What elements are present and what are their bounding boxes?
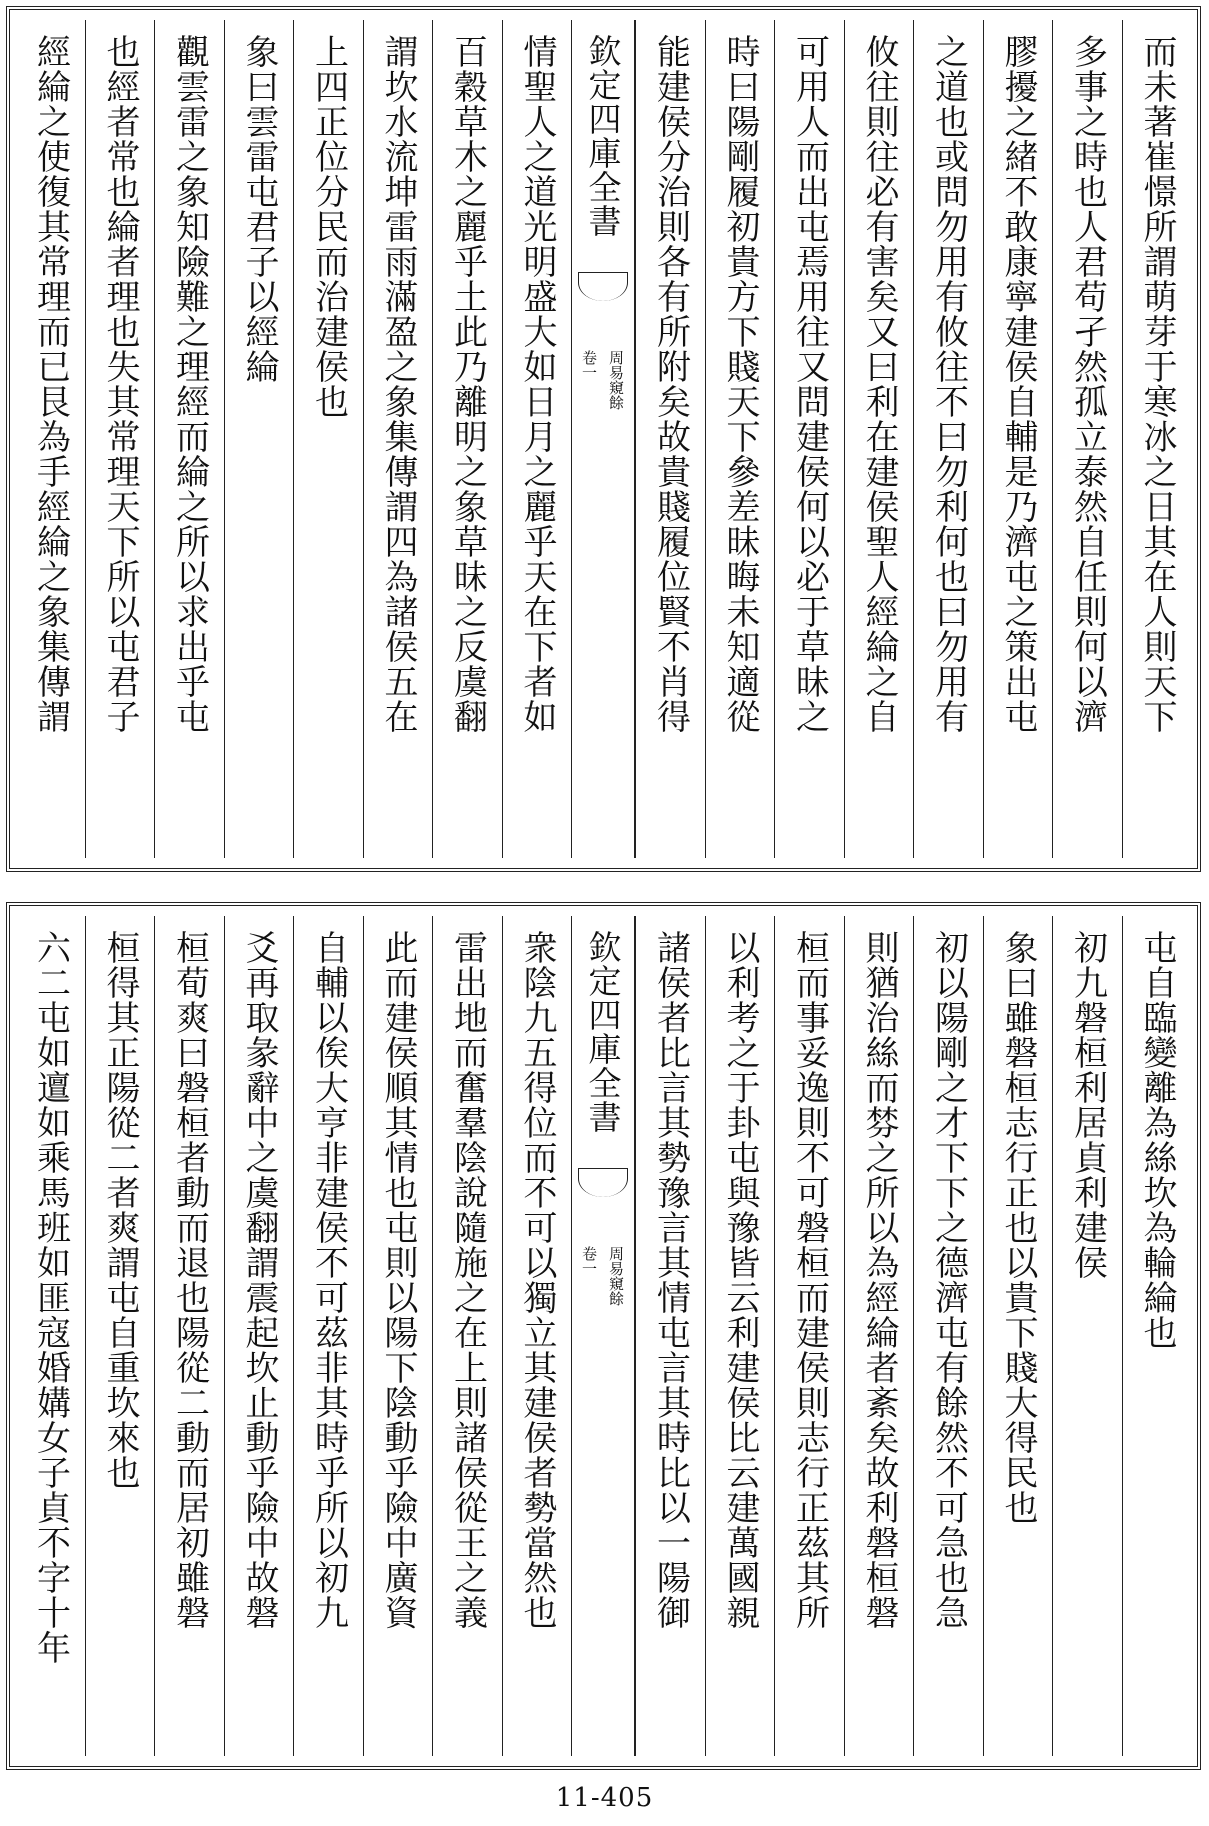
text-column: [224, 916, 294, 1756]
banner-title: 欽定四庫全書: [583, 34, 623, 238]
text-column: [293, 916, 363, 1756]
column-text: 膠擾之緒不敢康寧建侯自輔是乃濟屯之策出屯: [998, 34, 1038, 734]
text-column: [635, 916, 705, 1756]
column-text: 可用人而出屯焉用往又問建侯何以必于草昧之: [789, 34, 830, 734]
column-text: 爻再取彖辭中之虞翻謂震起坎止動乎險中故磐: [239, 930, 279, 1630]
column-text: 象曰雲雷屯君子以經綸: [239, 34, 279, 384]
column-text: 之道也或問勿用有攸往不曰勿利何也曰勿用有: [928, 34, 969, 734]
text-column: [983, 20, 1053, 858]
column-text: 而未著崔憬所謂萌芽于寒冰之日其在人則天下: [1137, 34, 1177, 734]
text-column: [705, 20, 775, 858]
book-title: 周易窺餘: [607, 1246, 625, 1306]
text-column: [1122, 20, 1192, 858]
text-column: [432, 20, 502, 858]
column-text: 象曰雖磐桓志行正也以貴下賤大得民也: [998, 930, 1038, 1525]
text-column: [1052, 916, 1122, 1756]
column-text: 屯自臨變離為絲坎為輪綸也: [1137, 930, 1177, 1350]
column-text: 自輔以俟大亨非建侯不可茲非其時乎所以初九: [308, 930, 349, 1630]
banner-subtitle: [572, 1246, 634, 1306]
column-text: 桓得其正陽從二者爽謂屯自重坎來也: [100, 930, 140, 1490]
column-text: 能建侯分治則各有所附矣故貴賤履位賢不肖得: [650, 34, 691, 734]
column-text: 情聖人之道光明盛大如日月之麗乎天在下者如: [517, 34, 557, 734]
text-column: [774, 20, 844, 858]
text-column: [154, 20, 224, 858]
text-column: [85, 916, 155, 1756]
column-text: 以利考之于卦屯與豫皆云利建侯比云建萬國親: [720, 930, 760, 1630]
text-column: [85, 20, 155, 858]
column-text: 則猶治絲而棼之所以為經綸者紊矣故利磐桓磐: [859, 930, 899, 1630]
text-column: [16, 20, 85, 858]
text-column: [913, 20, 983, 858]
column-text: 觀雲雷之象知險難之理經而綸之所以求出乎屯: [169, 34, 210, 734]
page-number: 11-405: [555, 1783, 654, 1813]
column-text: 初以陽剛之才下下之德濟屯有餘然不可急也急: [928, 930, 969, 1630]
column-text: 攸往則往必有害矣又曰利在建侯聖人經綸之自: [859, 34, 899, 734]
column-text: 初九磐桓利居貞利建侯: [1067, 930, 1108, 1280]
column-text: 衆陰九五得位而不可以獨立其建侯者勢當然也: [517, 930, 557, 1630]
column-text: 此而建侯順其情也屯則以陽下陰動乎險中廣資: [378, 930, 418, 1630]
volume-label: 卷一: [580, 1246, 598, 1276]
column-text: 諸侯者比言其勢豫言其情屯言其時比以一陽御: [650, 930, 691, 1630]
banner-subtitle: [572, 350, 634, 410]
text-column: [293, 20, 363, 858]
column-text: 雷出地而奮羣陰說隨施之在上則諸侯從王之義: [447, 930, 488, 1630]
text-column: [705, 916, 775, 1756]
column-text: 時曰陽剛履初貴方下賤天下參差昧晦未知適從: [720, 34, 760, 734]
column-text: 百穀草木之麗乎土此乃離明之象草昧之反虞翻: [447, 34, 488, 734]
text-column: [224, 20, 294, 858]
center-banner: [571, 916, 635, 1756]
text-column: [1052, 20, 1122, 858]
text-column: [432, 916, 502, 1756]
column-text: 經綸之使復其常理而已艮為手經綸之象集傳謂: [30, 34, 71, 734]
text-column: [913, 916, 983, 1756]
bottom-page-panel: [6, 902, 1201, 1770]
top-page-panel: [6, 6, 1201, 872]
column-text: 六二屯如邅如乘馬班如匪寇婚媾女子貞不字十年: [30, 930, 71, 1665]
text-column: [16, 916, 85, 1756]
text-column: [363, 916, 433, 1756]
text-column: [502, 916, 572, 1756]
volume-label: 卷一: [580, 350, 598, 380]
text-column: [502, 20, 572, 858]
text-column: [983, 916, 1053, 1756]
bottom-text-columns: [16, 916, 1191, 1756]
text-column: [774, 916, 844, 1756]
text-column: [844, 20, 914, 858]
text-column: [154, 916, 224, 1756]
book-title: 周易窺餘: [607, 350, 625, 410]
text-column: [363, 20, 433, 858]
top-text-columns: [16, 20, 1191, 858]
column-text: 桓荀爽曰磐桓者動而退也陽從二動而居初雖磐: [169, 930, 210, 1630]
center-banner: [571, 20, 635, 858]
column-text: 上四正位分民而治建侯也: [308, 34, 349, 419]
text-column: [1122, 916, 1192, 1756]
column-text: 桓而事妥逸則不可磐桓而建侯則志行正茲其所: [789, 930, 830, 1630]
text-column: [844, 916, 914, 1756]
column-text: 多事之時也人君苟孑然孤立泰然自任則何以濟: [1067, 34, 1108, 734]
banner-title: 欽定四庫全書: [583, 930, 623, 1134]
text-column: [635, 20, 705, 858]
column-text: 謂坎水流坤雷雨滿盈之象集傳謂四為諸侯五在: [378, 34, 418, 734]
column-text: 也經者常也綸者理也失其常理天下所以屯君子: [100, 34, 140, 734]
